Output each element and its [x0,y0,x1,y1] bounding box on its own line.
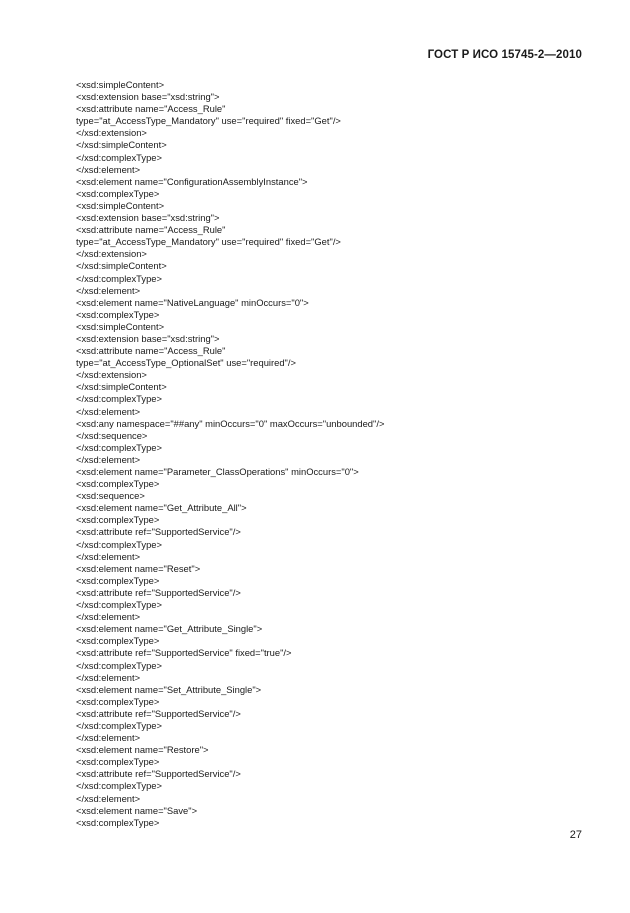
code-line: </xsd:element> [76,405,141,417]
code-line: </xsd:extension> [76,369,147,381]
code-line: <xsd:attribute ref="SupportedService"/> [76,526,241,538]
code-line: </xsd:complexType> [76,538,162,550]
code-line: <xsd:attribute name="Access_Rule" [76,224,226,236]
code-line: </xsd:element> [76,453,141,465]
code-line: <xsd:complexType> [76,478,160,490]
code-line: <xsd:complexType> [76,695,160,707]
code-line: </xsd:extension> [76,127,147,139]
code-line: </xsd:complexType> [76,599,162,611]
code-line: </xsd:element> [76,550,141,562]
code-line: <xsd:element name="NativeLanguage" minOccurs="0"> [76,296,309,308]
code-line: <xsd:element name="Parameter_ClassOperations" minOccurs="0"> [76,466,359,477]
page-header-standard-id: ГОСТ Р ИСО 15745-2—2010 [427,49,582,61]
code-line: </xsd:element> [76,163,141,175]
code-line: <xsd:extension base="xsd:string"> [76,332,220,344]
code-line: <xsd:sequence> [76,490,145,502]
code-line: </xsd:complexType> [76,441,162,453]
code-line: <xsd:complexType> [76,514,160,526]
code-line: </xsd:element> [76,671,141,683]
code-line: <xsd:complexType> [76,308,160,320]
code-line: <xsd:element name="Get_Attribute_All"> [76,502,247,514]
code-line: type="at_AccessType_Mandatory" use="required" fixed="Get"/> [76,115,341,127]
code-line: </xsd:element> [76,792,141,804]
code-line: <xsd:attribute ref="SupportedService" fixed="true"/> [76,647,292,659]
code-line: <xsd:attribute ref="SupportedService"/> [76,586,241,598]
code-line: </xsd:complexType> [76,780,162,792]
code-line: <xsd:simpleContent> [76,320,165,332]
code-line: </xsd:simpleContent> [76,139,167,151]
code-line: <xsd:complexType> [76,635,160,647]
code-line: <xsd:element name="Get_Attribute_Single"> [76,623,263,635]
code-line: <xsd:simpleContent> [76,199,165,211]
code-line: <xsd:attribute ref="SupportedService"/> [76,707,241,719]
code-line: </xsd:complexType> [76,659,162,671]
code-line: </xsd:sequence> [76,429,148,441]
code-line: </xsd:complexType> [76,719,162,731]
code-line: <xsd:complexType> [76,756,160,768]
code-line: <xsd:complexType> [76,816,160,828]
code-line: </xsd:simpleContent> [76,381,167,393]
code-line: </xsd:complexType> [76,151,162,163]
code-line: <xsd:element name="Save"> [76,804,198,816]
code-line: <xsd:element name="Restore"> [76,744,209,756]
code-line: <xsd:element name="Reset"> [76,562,201,574]
code-line: <xsd:extension base="xsd:string"> [76,212,220,224]
code-line: </xsd:extension> [76,248,147,260]
code-line: <xsd:attribute name="Access_Rule" [76,103,226,115]
code-line: <xsd:element name="ConfigurationAssemblyInstance"> [76,175,308,187]
code-line: <xsd:any namespace="##any" minOccurs="0" maxOccurs="unbounded"/> [76,417,385,429]
code-line: </xsd:element> [76,611,141,623]
code-line: <xsd:attribute ref="SupportedService"/> [76,768,241,780]
code-line: </xsd:complexType> [76,272,162,284]
code-line: </xsd:element> [76,732,141,744]
code-line: <xsd:element name="Set_Attribute_Single"> [76,683,262,695]
xsd-code-listing [76,79,590,829]
code-line: type="at_AccessType_OptionalSet" use="required"/> [76,357,296,369]
code-line: </xsd:element> [76,284,141,296]
page-number: 27 [569,829,582,841]
code-line: </xsd:simpleContent> [76,260,167,272]
code-line: </xsd:complexType> [76,393,162,405]
code-line: <xsd:attribute name="Access_Rule" [76,345,226,357]
code-line: <xsd:simpleContent> [76,79,165,90]
code-line: <xsd:complexType> [76,574,160,586]
code-line: <xsd:extension base="xsd:string"> [76,91,220,103]
code-line: type="at_AccessType_Mandatory" use="required" fixed="Get"/> [76,236,341,248]
code-line: <xsd:complexType> [76,187,160,199]
